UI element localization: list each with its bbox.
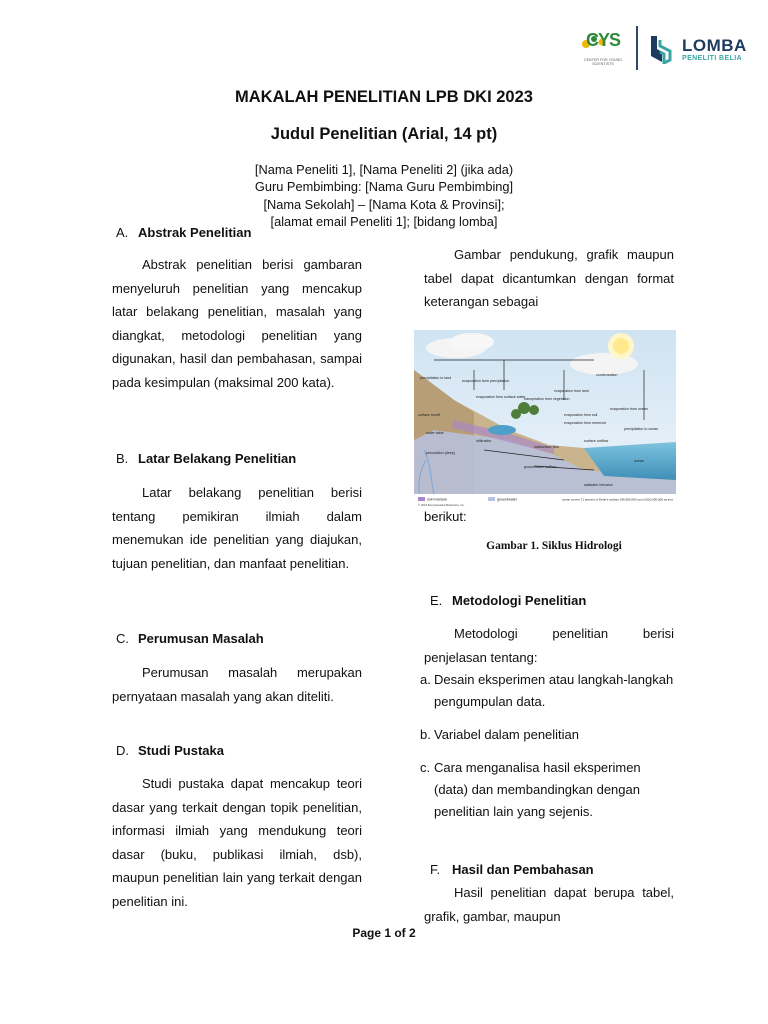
author-line-1: [Nama Peneliti 1], [Nama Peneliti 2] (jika ada) — [254, 162, 514, 177]
method-item-b-label: b. — [420, 727, 431, 742]
header-logos — [578, 26, 748, 72]
fig-label-subsurface: subsurface flow — [534, 445, 559, 449]
paper-title: MAKALAH PENELITIAN LPB DKI 2023 — [235, 88, 533, 106]
section-b-body: Latar belakang penelitian berisi tentang pemikiran ilmiah dalam menemukan ide penelitian yang diajukan, tujuan penelitian, dan manfaat penelitian. — [112, 485, 362, 571]
cys-logo-subtext: CENTER FOR YOUNG SCIENTISTS — [583, 58, 623, 66]
author-line-4: [alamat email Peneliti 1]; [bidang lomba] — [270, 213, 498, 229]
section-e-heading — [430, 593, 586, 608]
fig-label-groundwater-outflow: groundwater outflow — [524, 465, 557, 469]
fig-label-evap-soil: evaporation from soil — [564, 413, 598, 417]
method-item-c — [420, 757, 674, 823]
section-f-letter: F. — [430, 862, 441, 877]
fig-label-evap-surface: evaporation from surface water — [476, 395, 526, 399]
figure-intro-end: berikut: — [424, 509, 467, 524]
section-a-body: Abstrak penelitian berisi gambaran menyeluruh penelitian yang mencakup latar belakang penelitian, masalah yang diangkat, metodologi penelitian yang digunakan, hasil dan pembahasan, sampai pada kesimpulan (maksimal 200 kata). — [112, 257, 362, 390]
section-e-title: Metodologi Penelitian — [452, 593, 587, 608]
author-line-2: Guru Pembimbing: [Nama Guru Pembimbing] — [254, 179, 514, 195]
method-item-a — [420, 669, 674, 713]
section-b-title: Latar Belakang Penelitian — [138, 451, 297, 466]
legend-ground-label: groundwater — [497, 497, 517, 502]
section-f-body: Hasil penelitian dapat berupa tabel, grafik, gambar, maupun — [424, 885, 674, 924]
cys-logo-text: CYS — [586, 30, 621, 50]
fig-label-percolation: percolation (deep) — [426, 451, 455, 455]
figure-caption: Gambar 1. Siklus Hidrologi — [486, 540, 622, 552]
section-d-title: Studi Pustaka — [138, 743, 224, 758]
section-f-title: Hasil dan Pembahasan — [452, 862, 594, 877]
section-d-body: Studi pustaka dapat mencakup teori dasar yang terkait dengan topik penelitian, informasi ilmiah yang mendukung teori dasar (buku, publikasi ilmiah, dsb), maupun penelitian lain yang terkait dengan penelitian ini. — [112, 776, 362, 909]
section-c-letter: C. — [116, 631, 129, 646]
method-item-c-label: c. — [420, 760, 431, 775]
section-e-body: Metodologi penelitian berisi penjelasan tentang: — [424, 626, 674, 665]
fig-label-evap-reservoir: evaporation from reservoir — [564, 421, 606, 425]
hydrologic-cycle-figure — [414, 330, 676, 508]
fig-label-evap-land: evaporation from land — [554, 389, 589, 393]
page-number: Page 1 of 2 — [352, 926, 416, 940]
method-item-a-text: Desain eksperimen atau langkah-langkah pengumpulan data. — [434, 672, 674, 709]
fig-label-precip-land: precipitation to land — [420, 376, 452, 380]
section-d-heading — [116, 743, 224, 758]
fig-label-saltwater: saltwater intrusion — [584, 483, 613, 487]
section-a-title: Abstrak Penelitian — [138, 225, 252, 240]
author-line-3: [Nama Sekolah] – [Nama Kota & Provinsi]; — [263, 196, 505, 212]
lomba-logo-title: LOMBA — [682, 36, 747, 55]
section-d-letter: D. — [116, 743, 129, 758]
fig-label-surface-outflow: surface outflow — [584, 439, 609, 443]
fig-label-ocean: ocean — [634, 459, 644, 463]
figure-note: ocean covers 71 percent of Earth's surface 196,950,000 sq mi (510,000,000 sq km) — [562, 497, 673, 502]
fig-label-precip-ocean: precipitation to ocean — [624, 427, 659, 431]
method-item-b — [420, 724, 674, 746]
section-a-heading — [116, 225, 251, 240]
method-item-a-label: a. — [420, 672, 431, 687]
legend-ground-swatch — [488, 497, 495, 501]
fig-label-condensation: condensation — [596, 373, 618, 377]
fig-label-surface-runoff: surface runoff — [418, 413, 440, 417]
paper-subtitle: Judul Penelitian (Arial, 14 pt) — [270, 125, 498, 143]
fig-label-transp: transpiration from vegetation — [524, 397, 570, 401]
section-b-letter: B. — [116, 451, 129, 466]
section-c-title: Perumusan Masalah — [138, 631, 264, 646]
fig-label-infiltration: infiltration — [476, 439, 492, 443]
lomba-logo-subtitle: PENELITI BELIA — [682, 55, 743, 62]
method-item-c-text: Cara menganalisa hasil eksperimen (data) dan membandingkan dengan penelitian lain yang sejenis. — [434, 760, 641, 819]
author-block — [0, 161, 768, 230]
section-c-body: Perumusan masalah merupakan pernyataan masalah yang akan diteliti. — [112, 665, 362, 704]
fig-label-water-table: water table — [426, 431, 444, 435]
section-e-letter: E. — [430, 593, 443, 608]
lomba-logo-icon — [648, 34, 674, 64]
method-item-b-text: Variabel dalam penelitian — [434, 727, 580, 742]
fig-label-evap-ocean: evaporation from ocean — [610, 407, 648, 411]
legend-soil-label: soil moisture — [427, 497, 448, 502]
figure-copyright: © 2013 Encyclopædia Britannica, Inc. — [418, 503, 465, 507]
legend-soil-swatch — [418, 497, 425, 501]
section-b-heading — [116, 451, 296, 466]
logo-divider — [636, 26, 638, 70]
section-c-heading — [116, 631, 264, 646]
figure-intro-text: Gambar pendukung, grafik maupun tabel dapat dicantumkan dengan format keterangan sebagai — [424, 247, 674, 310]
fig-label-evap-precip: evaporation from precipitation — [462, 379, 510, 383]
section-f-heading — [430, 862, 594, 877]
section-a-letter: A. — [116, 225, 129, 240]
